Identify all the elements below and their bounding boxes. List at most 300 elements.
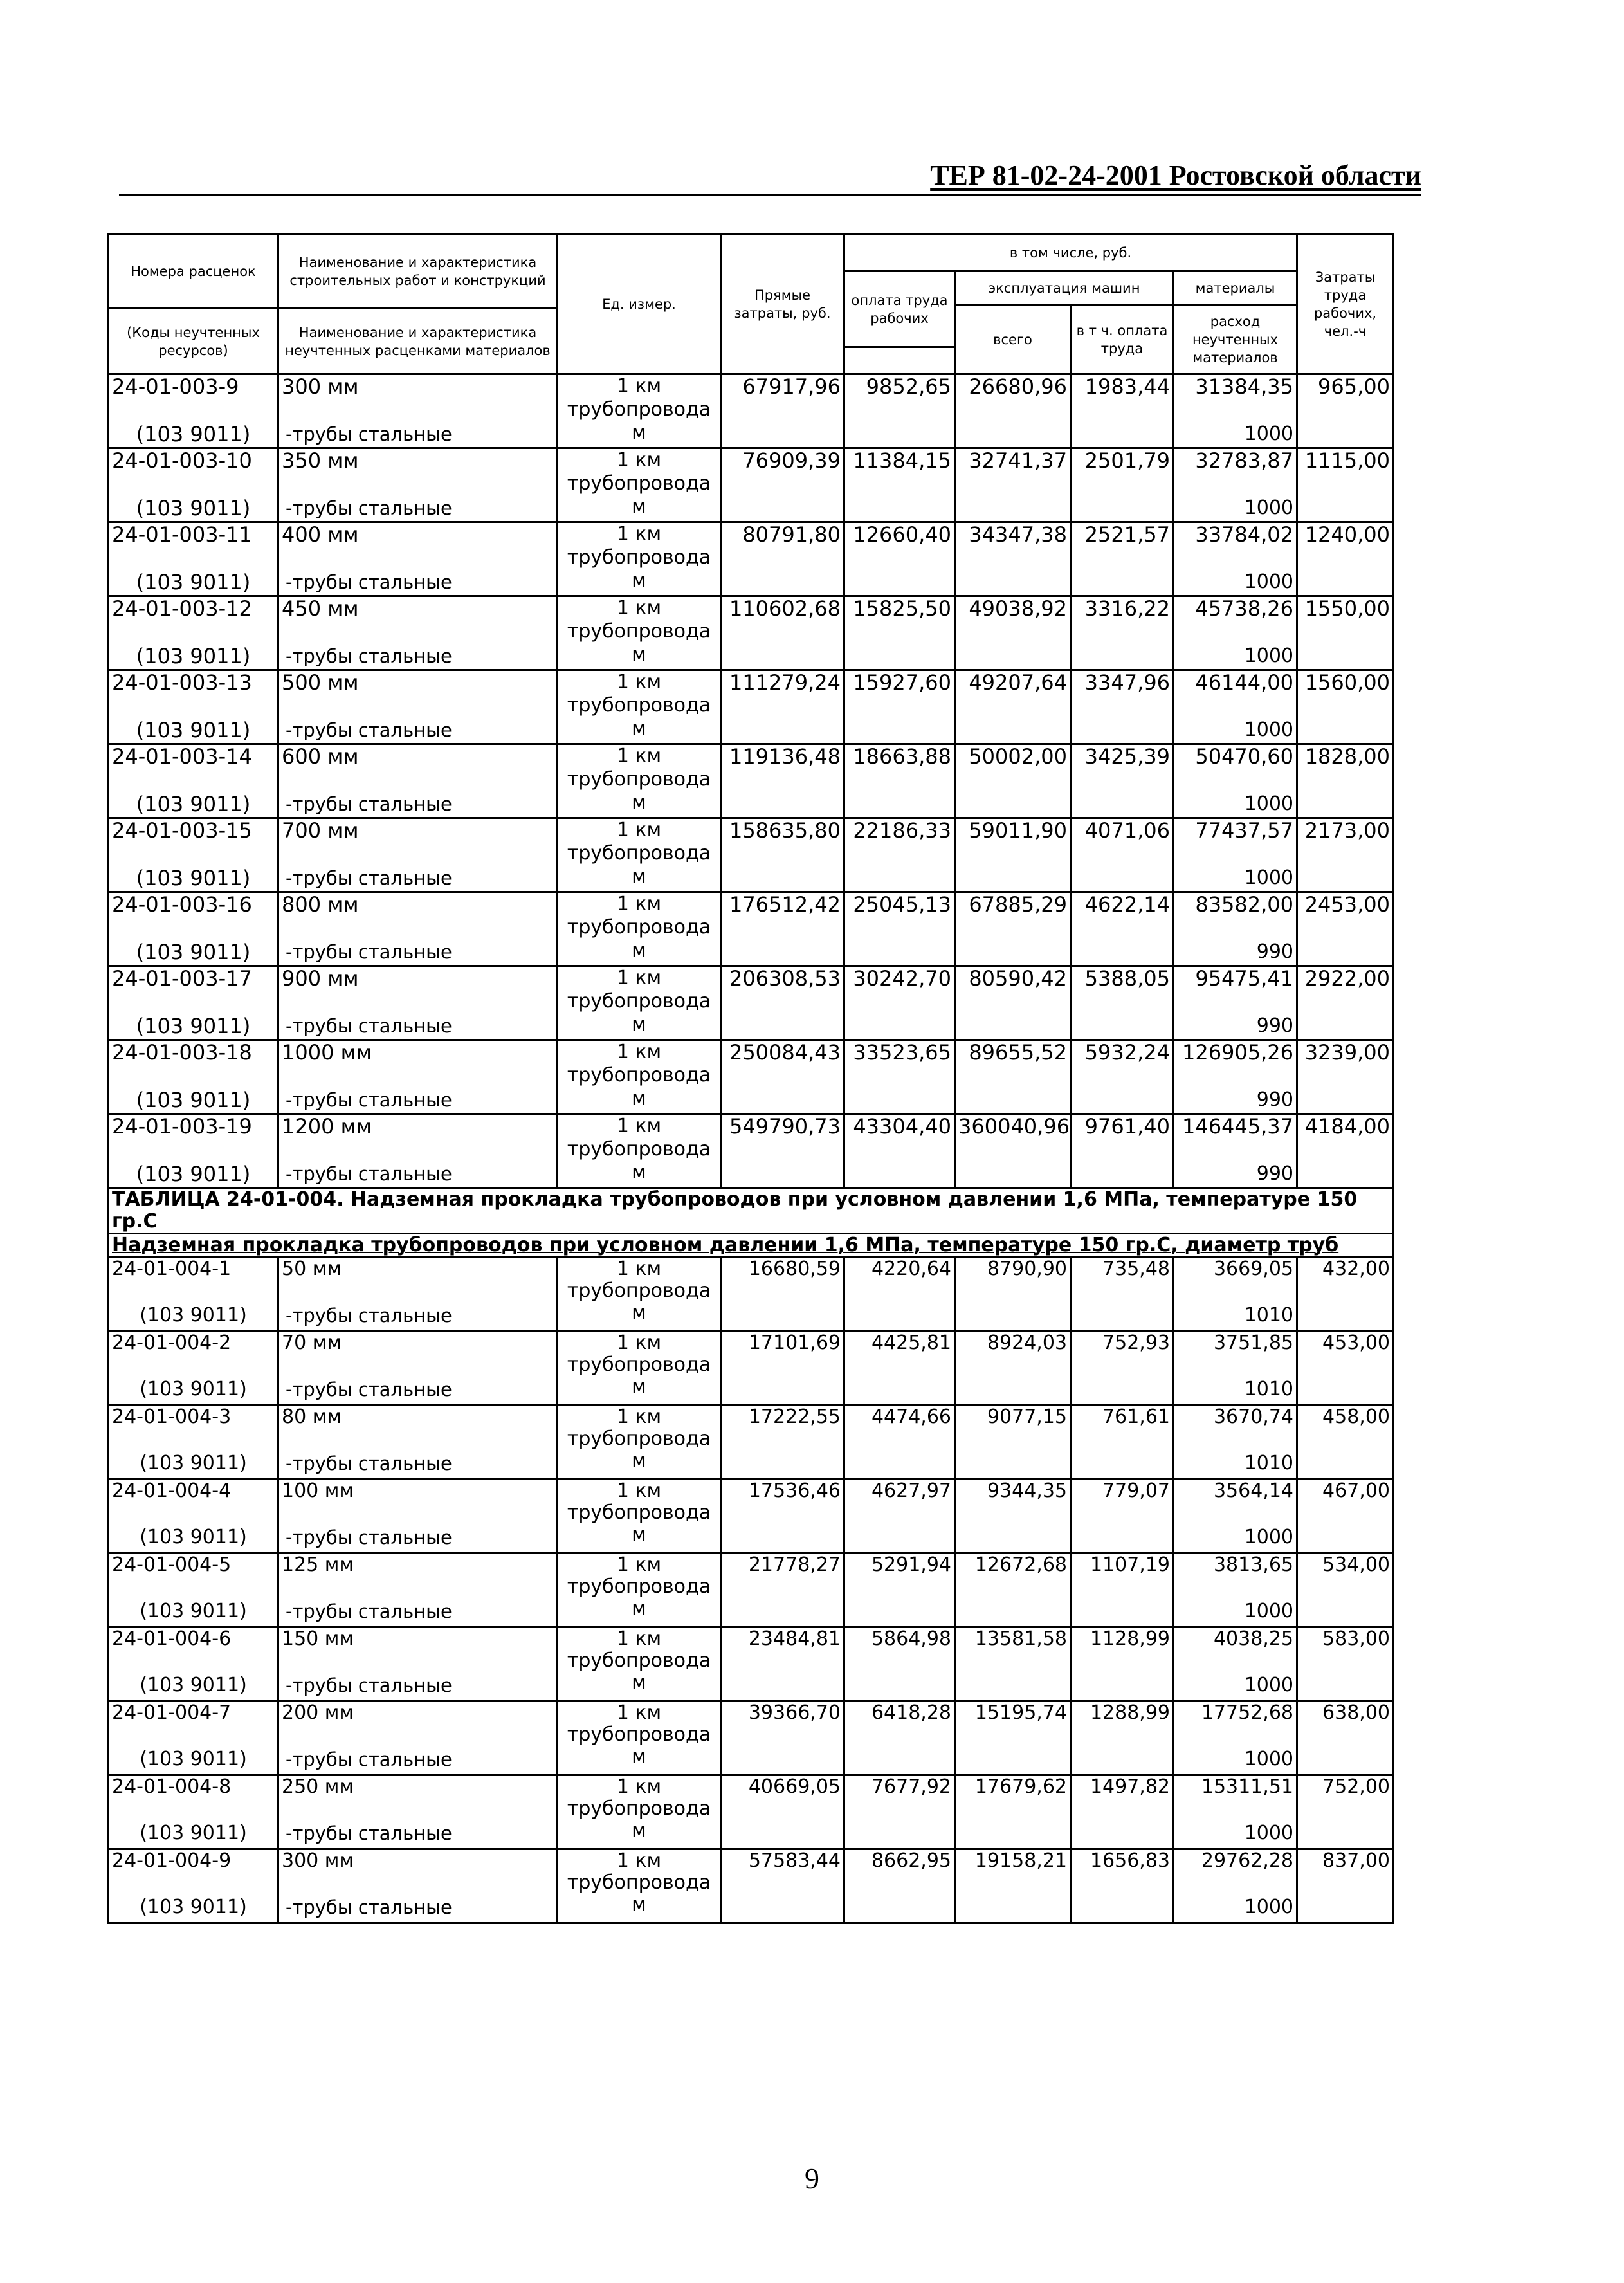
labor-pay: 11384,15 <box>844 448 955 522</box>
materials-cost: 32783,87 <box>1195 448 1294 473</box>
machines-total: 15195,74 <box>955 1701 1071 1775</box>
resource-name: -трубы стальные <box>286 1015 452 1037</box>
resource-name: -трубы стальные <box>286 423 452 445</box>
rate-code: 24-01-003-16 <box>112 892 252 917</box>
machines-labor: 761,61 <box>1071 1406 1174 1480</box>
header-direct-costs: Прямые затраты, руб. <box>721 234 844 374</box>
unit-main: 1 км трубопровода <box>567 671 711 717</box>
labor-pay: 30242,70 <box>844 966 955 1040</box>
table-row <box>109 1480 1394 1554</box>
unit-main: 1 км трубопровода <box>567 1554 711 1598</box>
labor-hours: 1550,00 <box>1297 596 1394 670</box>
machines-labor: 3347,96 <box>1071 670 1174 744</box>
rate-code-cell <box>109 1114 278 1188</box>
materials-cell <box>1174 448 1297 522</box>
rate-code: 24-01-003-15 <box>112 818 252 843</box>
direct-costs: 119136,48 <box>721 744 844 818</box>
header-including: в том числе, руб. <box>844 234 1297 271</box>
direct-costs: 57583,44 <box>721 1849 844 1923</box>
resource-code: (103 9011) <box>136 570 251 594</box>
resource-name: -трубы стальные <box>286 1674 452 1696</box>
labor-pay: 4220,64 <box>844 1258 955 1332</box>
machines-total: 9077,15 <box>955 1406 1071 1480</box>
labor-pay: 9852,65 <box>844 374 955 448</box>
unit-resource: м <box>632 1745 646 1768</box>
work-name-cell <box>278 374 558 448</box>
section-title: ТАБЛИЦА 24-01-004. Надземная прокладка трубопроводов при условном давлении 1,6 МПа, температуре 150 гр.С <box>109 1188 1394 1234</box>
rate-code-cell <box>109 892 278 966</box>
table-row <box>109 1554 1394 1627</box>
resource-name: -трубы стальные <box>286 1748 452 1770</box>
rate-code-cell <box>109 966 278 1040</box>
materials-quantity: 990 <box>1256 940 1294 963</box>
labor-pay: 7677,92 <box>844 1775 955 1849</box>
resource-name: -трубы стальные <box>286 1163 452 1185</box>
materials-cell <box>1174 522 1297 596</box>
machines-labor: 5388,05 <box>1071 966 1174 1040</box>
materials-cost: 3813,65 <box>1213 1554 1294 1576</box>
resource-code: (103 9011) <box>140 1452 247 1474</box>
header-machines-total: всего <box>955 305 1071 374</box>
materials-cost: 3669,05 <box>1213 1258 1294 1280</box>
header-labor-hours: Затраты труда рабочих, чел.-ч <box>1297 234 1394 374</box>
materials-quantity: 990 <box>1256 1162 1294 1185</box>
pipe-diameter: 800 мм <box>282 892 359 917</box>
unit-resource: м <box>632 865 646 888</box>
materials-cell <box>1174 596 1297 670</box>
unit-resource: м <box>632 1671 646 1694</box>
rate-code-cell <box>109 1554 278 1627</box>
rate-code-cell <box>109 744 278 818</box>
pipe-diameter: 80 мм <box>282 1406 342 1428</box>
table-row <box>109 1040 1394 1114</box>
materials-cost: 83582,00 <box>1195 892 1294 917</box>
unit-main: 1 км трубопровода <box>567 1480 711 1524</box>
table-row <box>109 448 1394 522</box>
work-name-cell <box>278 1406 558 1480</box>
materials-quantity: 990 <box>1256 1088 1294 1111</box>
pipe-diameter: 600 мм <box>282 744 359 769</box>
rate-code-cell <box>109 1480 278 1554</box>
unit-main: 1 км трубопровода <box>567 1775 711 1820</box>
labor-pay: 4425,81 <box>844 1332 955 1406</box>
unit-main: 1 км трубопровода <box>567 1701 711 1746</box>
header-materials: материалы <box>1174 271 1297 305</box>
header-materials-unaccounted: расход неучтенных материалов <box>1174 305 1297 374</box>
work-name-cell <box>278 1040 558 1114</box>
resource-code: (103 9011) <box>140 1378 247 1400</box>
materials-cost: 46144,00 <box>1195 670 1294 695</box>
materials-quantity: 1000 <box>1244 645 1294 667</box>
unit-resource: м <box>632 717 646 740</box>
machines-total: 26680,96 <box>955 374 1071 448</box>
unit-resource: м <box>632 1301 646 1324</box>
unit-cell <box>558 1701 721 1775</box>
machines-total: 80590,42 <box>955 966 1071 1040</box>
resource-name: -трубы стальные <box>286 645 452 667</box>
materials-quantity: 1000 <box>1244 497 1294 519</box>
section-subtitle-row <box>109 1234 1394 1258</box>
materials-cost: 17752,68 <box>1201 1701 1294 1724</box>
section-subtitle: Надземная прокладка трубопроводов при условном давлении 1,6 МПа, температуре 150 гр.С, диаметр труб <box>112 1234 1339 1256</box>
unit-resource: м <box>632 421 646 444</box>
unit-main: 1 км трубопровода <box>567 449 711 495</box>
direct-costs: 158635,80 <box>721 818 844 892</box>
materials-quantity: 1000 <box>1244 1896 1294 1918</box>
machines-total: 13581,58 <box>955 1627 1071 1701</box>
resource-name: -трубы стальные <box>286 571 452 593</box>
materials-cell <box>1174 744 1297 818</box>
unit-main: 1 км трубопровода <box>567 375 711 421</box>
work-name-cell <box>278 522 558 596</box>
pipe-diameter: 500 мм <box>282 670 359 695</box>
work-name-cell <box>278 966 558 1040</box>
work-name-cell <box>278 1258 558 1332</box>
direct-costs: 40669,05 <box>721 1775 844 1849</box>
resource-code: (103 9011) <box>136 496 251 520</box>
unit-resource: м <box>632 939 646 962</box>
labor-pay: 43304,40 <box>844 1114 955 1188</box>
pipe-diameter: 1000 мм <box>282 1040 372 1065</box>
work-name-cell <box>278 1627 558 1701</box>
labor-pay: 4627,97 <box>844 1480 955 1554</box>
unit-cell <box>558 374 721 448</box>
resource-code: (103 9011) <box>140 1526 247 1548</box>
rate-code: 24-01-004-2 <box>112 1332 232 1354</box>
rate-code-cell <box>109 1627 278 1701</box>
materials-quantity: 1000 <box>1244 1526 1294 1548</box>
rate-code: 24-01-003-12 <box>112 596 252 621</box>
table-row <box>109 1627 1394 1701</box>
unit-cell <box>558 1775 721 1849</box>
labor-pay: 15927,60 <box>844 670 955 744</box>
table-row <box>109 892 1394 966</box>
machines-labor: 3425,39 <box>1071 744 1174 818</box>
rate-code: 24-01-003-13 <box>112 670 252 695</box>
labor-hours: 2453,00 <box>1297 892 1394 966</box>
machines-labor: 1288,99 <box>1071 1701 1174 1775</box>
resource-code: (103 9011) <box>140 1896 247 1918</box>
pipe-diameter: 200 мм <box>282 1701 354 1724</box>
unit-main: 1 км трубопровода <box>567 597 711 643</box>
materials-cell <box>1174 1480 1297 1554</box>
pipe-diameter: 125 мм <box>282 1554 354 1576</box>
unit-main: 1 км трубопровода <box>567 523 711 569</box>
labor-pay: 5864,98 <box>844 1627 955 1701</box>
table-row <box>109 522 1394 596</box>
machines-labor: 2521,57 <box>1071 522 1174 596</box>
resource-code: (103 9011) <box>136 1014 251 1038</box>
rate-code-cell <box>109 1849 278 1923</box>
machines-labor: 1983,44 <box>1071 374 1174 448</box>
materials-cost: 126905,26 <box>1182 1040 1294 1065</box>
table-row <box>109 374 1394 448</box>
resource-code: (103 9011) <box>136 792 251 816</box>
machines-labor: 1656,83 <box>1071 1849 1174 1923</box>
materials-cost: 3564,14 <box>1213 1480 1294 1502</box>
unit-main: 1 км трубопровода <box>567 819 711 865</box>
materials-quantity: 1000 <box>1244 793 1294 815</box>
machines-labor: 1107,19 <box>1071 1554 1174 1627</box>
rate-code: 24-01-004-9 <box>112 1849 232 1872</box>
machines-total: 17679,62 <box>955 1775 1071 1849</box>
resource-code: (103 9011) <box>140 1600 247 1622</box>
labor-pay: 12660,40 <box>844 522 955 596</box>
unit-cell <box>558 818 721 892</box>
rate-code-cell <box>109 1701 278 1775</box>
work-name-cell <box>278 670 558 744</box>
materials-cost: 95475,41 <box>1195 966 1294 991</box>
table-row <box>109 1775 1394 1849</box>
labor-hours: 1115,00 <box>1297 448 1394 522</box>
unit-main: 1 км трубопровода <box>567 893 711 939</box>
materials-cell <box>1174 1040 1297 1114</box>
pipe-diameter: 300 мм <box>282 1849 354 1872</box>
pipe-diameter: 250 мм <box>282 1775 354 1798</box>
machines-total: 360040,96 <box>955 1114 1071 1188</box>
header-machines: эксплуатация машин <box>955 271 1174 305</box>
materials-cell <box>1174 1332 1297 1406</box>
header-code-top: Номера расценок <box>109 234 278 309</box>
resource-name: -трубы стальные <box>286 793 452 815</box>
rates-sheet <box>107 233 1392 1924</box>
materials-cost: 31384,35 <box>1195 374 1294 399</box>
work-name-cell <box>278 892 558 966</box>
materials-quantity: 1010 <box>1244 1304 1294 1326</box>
unit-resource: м <box>632 643 646 666</box>
labor-pay: 8662,95 <box>844 1849 955 1923</box>
resource-name: -трубы стальные <box>286 1089 452 1111</box>
labor-pay: 22186,33 <box>844 818 955 892</box>
labor-pay: 25045,13 <box>844 892 955 966</box>
rate-code-cell <box>109 818 278 892</box>
pipe-diameter: 450 мм <box>282 596 359 621</box>
header-machines-labor: в т ч. оплата труда <box>1071 305 1174 374</box>
rate-code: 24-01-003-14 <box>112 744 252 769</box>
direct-costs: 23484,81 <box>721 1627 844 1701</box>
materials-quantity: 1010 <box>1244 1378 1294 1400</box>
unit-cell <box>558 1849 721 1923</box>
direct-costs: 17101,69 <box>721 1332 844 1406</box>
resource-name: -трубы стальные <box>286 1822 452 1844</box>
unit-cell <box>558 1406 721 1480</box>
header-code-bottom: (Коды неучтенных ресурсов) <box>109 309 278 374</box>
materials-quantity: 1000 <box>1244 1674 1294 1696</box>
header-name-top: Наименование и характеристика строительных работ и конструкций <box>278 234 558 309</box>
machines-total: 67885,29 <box>955 892 1071 966</box>
unit-cell <box>558 670 721 744</box>
rate-code-cell <box>109 1258 278 1332</box>
rate-code-cell <box>109 670 278 744</box>
work-name-cell <box>278 448 558 522</box>
materials-cost: 3670,74 <box>1213 1406 1294 1428</box>
unit-main: 1 км трубопровода <box>567 1115 711 1160</box>
pipe-diameter: 1200 мм <box>282 1114 372 1139</box>
direct-costs: 67917,96 <box>721 374 844 448</box>
unit-cell <box>558 1258 721 1332</box>
direct-costs: 111279,24 <box>721 670 844 744</box>
rate-code: 24-01-004-3 <box>112 1406 232 1428</box>
unit-cell <box>558 1114 721 1188</box>
unit-resource: м <box>632 1087 646 1110</box>
machines-total: 49207,64 <box>955 670 1071 744</box>
materials-cell <box>1174 670 1297 744</box>
machines-labor: 9761,40 <box>1071 1114 1174 1188</box>
unit-resource: м <box>632 1013 646 1036</box>
unit-cell <box>558 448 721 522</box>
labor-hours: 4184,00 <box>1297 1114 1394 1188</box>
machines-labor: 2501,79 <box>1071 448 1174 522</box>
unit-resource: м <box>632 1161 646 1184</box>
labor-pay: 6418,28 <box>844 1701 955 1775</box>
rate-code: 24-01-004-6 <box>112 1627 232 1650</box>
materials-quantity: 1000 <box>1244 719 1294 741</box>
machines-total: 59011,90 <box>955 818 1071 892</box>
unit-cell <box>558 744 721 818</box>
labor-hours: 432,00 <box>1297 1258 1394 1332</box>
labor-pay: 18663,88 <box>844 744 955 818</box>
resource-name: -трубы стальные <box>286 1379 452 1400</box>
work-name-cell <box>278 1480 558 1554</box>
materials-quantity: 1000 <box>1244 866 1294 889</box>
unit-resource: м <box>632 569 646 592</box>
direct-costs: 176512,42 <box>721 892 844 966</box>
materials-cell <box>1174 1701 1297 1775</box>
work-name-cell <box>278 1332 558 1406</box>
resource-name: -трубы стальные <box>286 1453 452 1474</box>
pipe-diameter: 900 мм <box>282 966 359 991</box>
table-row <box>109 1406 1394 1480</box>
table-row <box>109 966 1394 1040</box>
unit-main: 1 км трубопровода <box>567 1258 711 1302</box>
rate-code-cell <box>109 1406 278 1480</box>
labor-hours: 3239,00 <box>1297 1040 1394 1114</box>
materials-quantity: 1000 <box>1244 1748 1294 1770</box>
rate-code-cell <box>109 448 278 522</box>
materials-cell <box>1174 1554 1297 1627</box>
header-unit: Ед. измер. <box>558 234 721 374</box>
unit-cell <box>558 1627 721 1701</box>
materials-quantity: 1000 <box>1244 423 1294 445</box>
materials-cost: 45738,26 <box>1195 596 1294 621</box>
direct-costs: 17536,46 <box>721 1480 844 1554</box>
materials-cost: 50470,60 <box>1195 744 1294 769</box>
materials-cell <box>1174 892 1297 966</box>
materials-quantity: 1000 <box>1244 1822 1294 1844</box>
materials-cell <box>1174 966 1297 1040</box>
direct-costs: 549790,73 <box>721 1114 844 1188</box>
table-row <box>109 744 1394 818</box>
materials-cell <box>1174 1258 1297 1332</box>
labor-hours: 638,00 <box>1297 1701 1394 1775</box>
unit-cell <box>558 1332 721 1406</box>
machines-total: 49038,92 <box>955 596 1071 670</box>
resource-name: -трубы стальные <box>286 719 452 741</box>
labor-hours: 1240,00 <box>1297 522 1394 596</box>
unit-main: 1 км трубопровода <box>567 1332 711 1376</box>
materials-cell <box>1174 1114 1297 1188</box>
direct-costs: 17222,55 <box>721 1406 844 1480</box>
unit-main: 1 км трубопровода <box>567 1627 711 1672</box>
rates-table <box>107 233 1394 1924</box>
materials-cost: 3751,85 <box>1213 1332 1294 1354</box>
unit-main: 1 км трубопровода <box>567 745 711 791</box>
machines-total: 50002,00 <box>955 744 1071 818</box>
rate-code: 24-01-003-11 <box>112 522 252 547</box>
labor-pay: 15825,50 <box>844 596 955 670</box>
pipe-diameter: 50 мм <box>282 1258 342 1280</box>
table-row <box>109 1258 1394 1332</box>
work-name-cell <box>278 1775 558 1849</box>
unit-resource: м <box>632 1893 646 1916</box>
direct-costs: 206308,53 <box>721 966 844 1040</box>
pipe-diameter: 350 мм <box>282 448 359 473</box>
resource-code: (103 9011) <box>136 422 251 446</box>
materials-cost: 33784,02 <box>1195 522 1294 547</box>
table-24-01-004-body <box>109 1188 1394 1258</box>
materials-cost: 4038,25 <box>1213 1627 1294 1650</box>
resource-code: (103 9011) <box>136 1088 251 1112</box>
table-row <box>109 596 1394 670</box>
resource-name: -трубы стальные <box>286 941 452 963</box>
resource-code: (103 9011) <box>140 1822 247 1844</box>
resource-name: -трубы стальные <box>286 1305 452 1326</box>
labor-hours: 837,00 <box>1297 1849 1394 1923</box>
work-name-cell <box>278 596 558 670</box>
machines-total: 9344,35 <box>955 1480 1071 1554</box>
resource-code: (103 9011) <box>140 1304 247 1326</box>
machines-labor: 1128,99 <box>1071 1627 1174 1701</box>
resource-code: (103 9011) <box>140 1674 247 1696</box>
machines-total: 19158,21 <box>955 1849 1071 1923</box>
direct-costs: 76909,39 <box>721 448 844 522</box>
pipe-diameter: 400 мм <box>282 522 359 547</box>
labor-hours: 534,00 <box>1297 1554 1394 1627</box>
direct-costs: 16680,59 <box>721 1258 844 1332</box>
rate-code: 24-01-004-4 <box>112 1480 232 1502</box>
materials-cost: 29762,28 <box>1201 1849 1294 1872</box>
rate-code: 24-01-003-18 <box>112 1040 252 1065</box>
direct-costs: 39366,70 <box>721 1701 844 1775</box>
resource-name: -трубы стальные <box>286 867 452 889</box>
work-name-cell <box>278 1554 558 1627</box>
machines-total: 89655,52 <box>955 1040 1071 1114</box>
machines-labor: 752,93 <box>1071 1332 1174 1406</box>
document-title: ТЕР 81-02-24-2001 Ростовской области <box>930 160 1421 191</box>
labor-hours: 583,00 <box>1297 1627 1394 1701</box>
rate-code: 24-01-003-9 <box>112 374 239 399</box>
resource-name: -трубы стальные <box>286 1896 452 1918</box>
table-24-01-003-body <box>109 374 1394 1188</box>
materials-quantity: 1000 <box>1244 571 1294 593</box>
work-name-cell <box>278 818 558 892</box>
resource-code: (103 9011) <box>136 940 251 964</box>
pipe-diameter: 70 мм <box>282 1332 342 1354</box>
resource-name: -трубы стальные <box>286 1527 452 1548</box>
unit-cell <box>558 1554 721 1627</box>
machines-total: 8790,90 <box>955 1258 1071 1332</box>
direct-costs: 80791,80 <box>721 522 844 596</box>
resource-code: (103 9011) <box>136 1162 251 1186</box>
rate-code-cell <box>109 1775 278 1849</box>
materials-quantity: 1000 <box>1244 1600 1294 1622</box>
page-number: 9 <box>805 2162 819 2195</box>
unit-resource: м <box>632 1375 646 1398</box>
labor-pay: 5291,94 <box>844 1554 955 1627</box>
rate-code: 24-01-003-10 <box>112 448 252 473</box>
rate-code: 24-01-004-8 <box>112 1775 232 1798</box>
unit-cell <box>558 1040 721 1114</box>
